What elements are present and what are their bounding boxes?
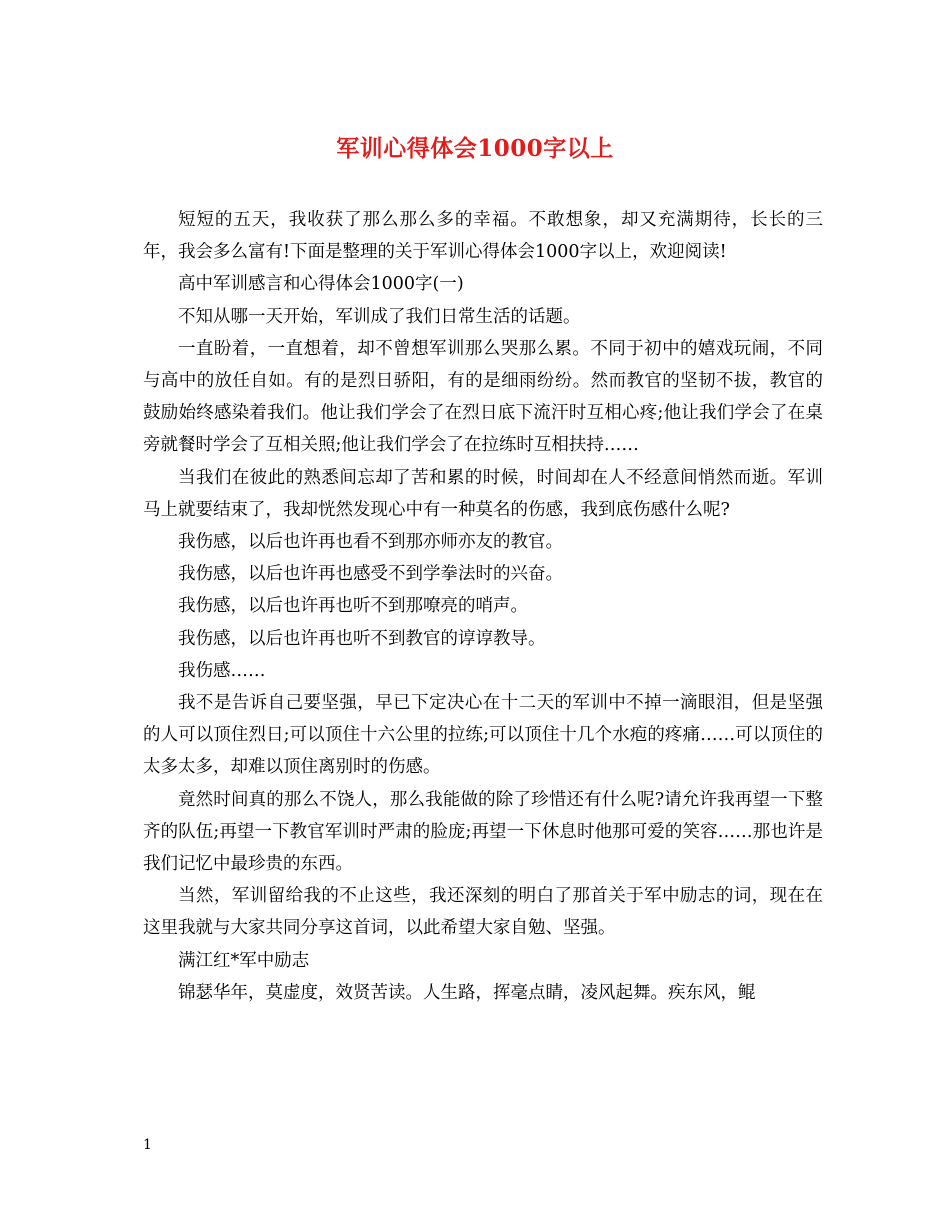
paragraph: 一直盼着，一直想着，却不曾想军训那么哭那么累。不同于初中的嬉戏玩闹，不同与高中的放任自如。有的是烈日骄阳，有的是细雨纷纷。然而教官的坚韧不拔，教官的鼓励始终感染着我们。他让我们学会了在烈日底下流汗时互相心疼;他让我们学会了在桌旁就餐时学会了互相关照;他让我们学会了在拉练时互相扶持…… (143, 338, 823, 456)
document-body (143, 204, 823, 1009)
paragraph: 我伤感，以后也许再也感受不到学拳法时的兴奋。 (178, 564, 563, 585)
paragraph: 当我们在彼此的熟悉间忘却了苦和累的时候，时间却在人不经意间悄然而逝。军训马上就要结束了，我却恍然发现心中有一种莫名的伤感，我到底伤感什么呢? (143, 467, 823, 520)
paragraph: 我伤感…… (178, 660, 266, 681)
paragraph: 我伤感，以后也许再也看不到那亦师亦友的教官。 (178, 532, 563, 553)
paragraph: 我伤感，以后也许再也听不到那嘹亮的哨声。 (178, 596, 528, 617)
paragraph: 竟然时间真的那么不饶人，那么我能做的除了珍惜还有什么呢?请允许我再望一下整齐的队伍;再望一下教官军训时严肃的脸庞;再望一下休息时他那可爱的笑容……那也许是我们记忆中最珍贵的东西。 (143, 789, 823, 875)
paragraph: 我不是告诉自己要坚强，早已下定决心在十二天的军训中不掉一滴眼泪，但是坚强的人可以顶住烈日;可以顶住十六公里的拉练;可以顶住十几个水疱的疼痛……可以顶住的太多太多，却难以顶住离别时的伤感。 (143, 693, 823, 778)
page-number: 1 (143, 1137, 152, 1153)
paragraph: 不知从哪一天开始，军训成了我们日常生活的话题。 (178, 306, 581, 327)
document-title: 军训心得体会1000字以上 (336, 135, 614, 162)
poem-title: 满江红*军中励志 (178, 950, 310, 971)
paragraph: 我伤感，以后也许再也听不到教官的谆谆教导。 (178, 628, 546, 649)
paragraph: 当然，军训留给我的不止这些，我还深刻的明白了那首关于军中励志的词，现在在这里我就与大家共同分享这首词，以此希望大家自勉、坚强。 (143, 886, 823, 939)
paragraph: 锦瑟华年，莫虚度，效贤苦读。人生路，挥毫点睛，凌风起舞。疾东风，鲲 (178, 982, 756, 1003)
section-heading: 高中军训感言和心得体会1000字(一) (178, 274, 464, 295)
paragraph: 短短的五天，我收获了那么那么多的幸福。不敢想象，却又充满期待，长长的三年，我会多么富有!下面是整理的关于军训心得体会1000字以上，欢迎阅读! (143, 210, 823, 263)
